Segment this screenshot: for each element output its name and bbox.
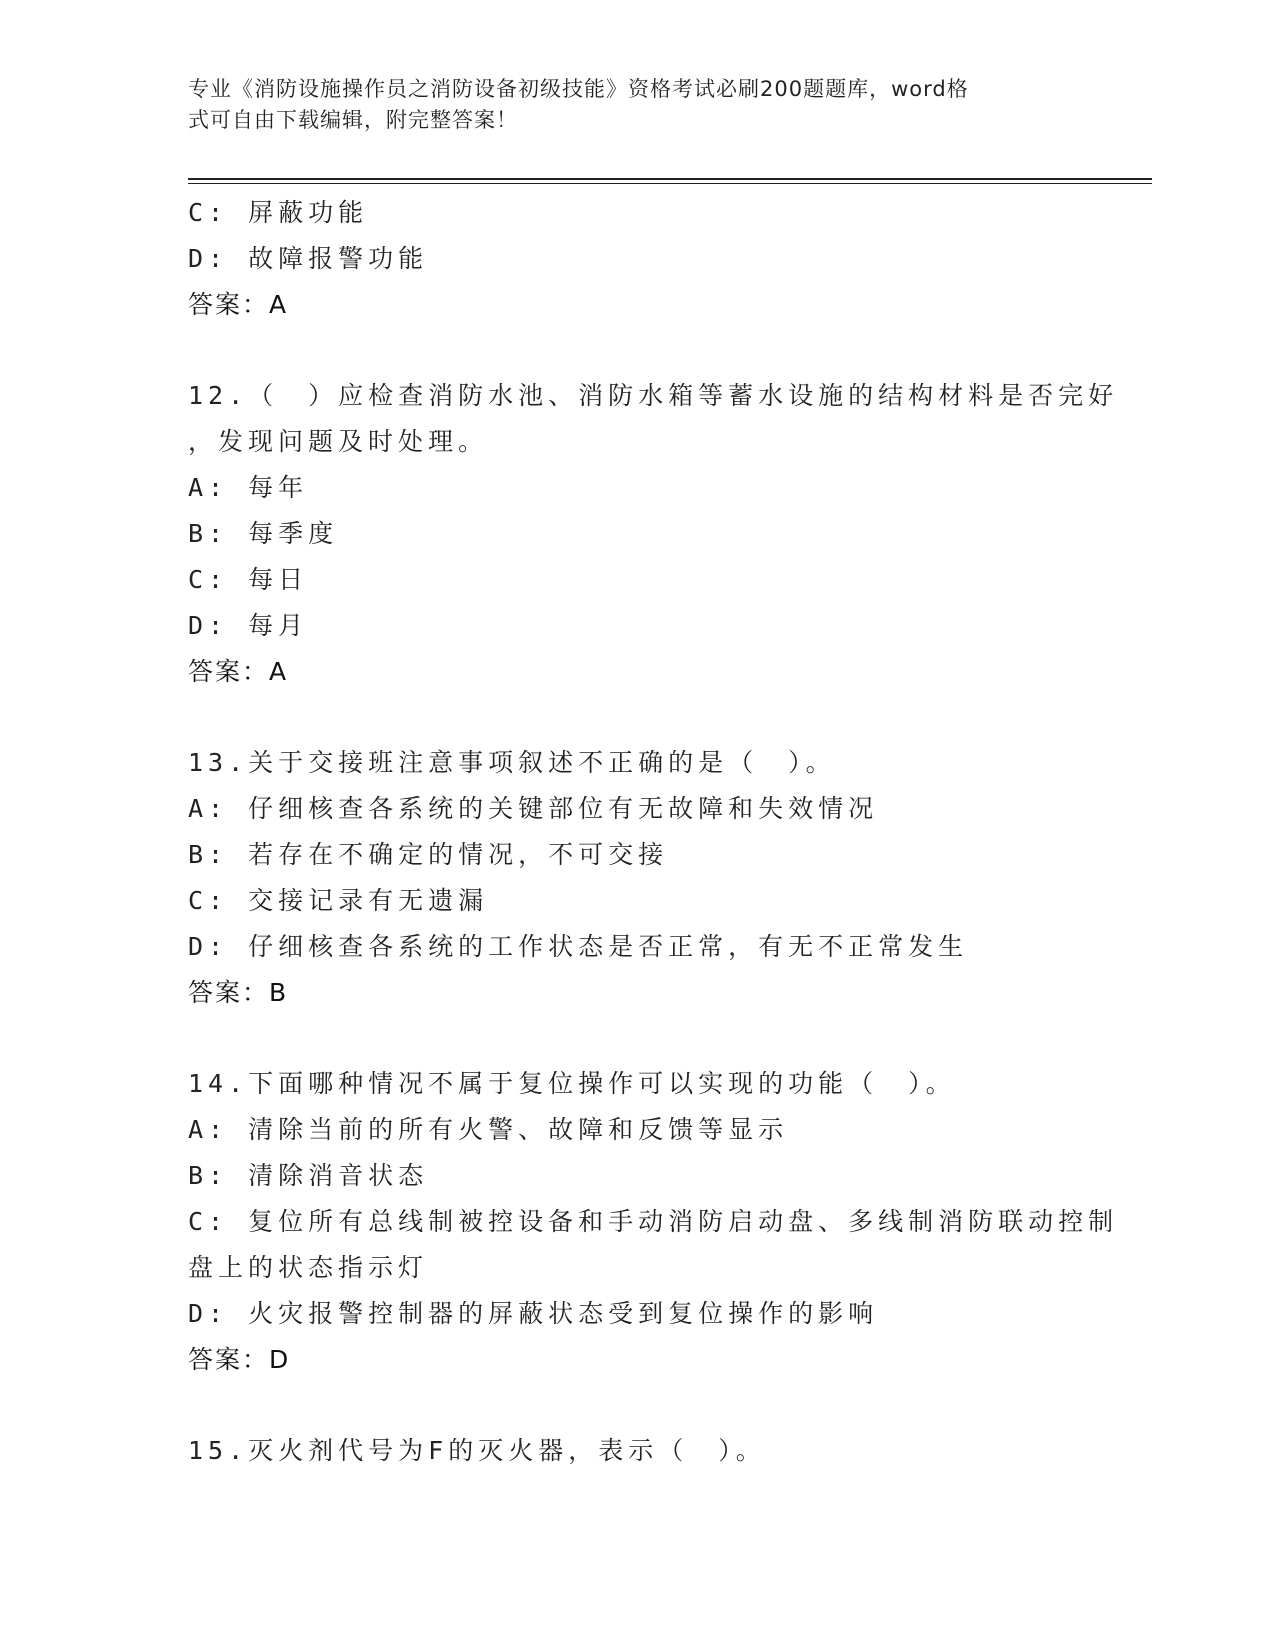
answer: 答案：B xyxy=(188,978,289,1007)
option-b: B: 每季度 xyxy=(188,519,339,548)
option-b: B: 清除消音状态 xyxy=(188,1161,429,1190)
spacer xyxy=(188,1016,1088,1061)
option-a: A: 仔细核查各系统的关键部位有无故障和失效情况 xyxy=(188,794,879,823)
question-stem-continued: ，发现问题及时处理。 xyxy=(188,427,489,456)
question-13 xyxy=(188,740,1088,1016)
question-stem: 12.（ ）应检查消防水池、消防水箱等蓄水设施的结构材料是否完好 xyxy=(188,381,1119,410)
question-15 xyxy=(188,1428,1088,1474)
answer: 答案：D xyxy=(188,1345,291,1374)
document-header xyxy=(188,74,1088,136)
question-12 xyxy=(188,373,1119,695)
option-d: D: 每月 xyxy=(188,611,309,640)
question-stem: 14.下面哪种情况不属于复位操作可以实现的功能（ ）。 xyxy=(188,1069,956,1098)
header-divider-thick xyxy=(188,178,1152,180)
option-c-continued: 盘上的状态指示灯 xyxy=(188,1253,429,1282)
question-stem: 13.关于交接班注意事项叙述不正确的是（ ）。 xyxy=(188,748,836,777)
option-c: C: 每日 xyxy=(188,565,309,594)
option-c: C: 交接记录有无遗漏 xyxy=(188,886,489,915)
option-a: A: 清除当前的所有火警、故障和反馈等显示 xyxy=(188,1115,789,1144)
option-d: D: 故障报警功能 xyxy=(188,244,429,273)
option-c: C: 复位所有总线制被控设备和手动消防启动盘、多线制消防联动控制 xyxy=(188,1207,1119,1236)
spacer xyxy=(188,1383,1088,1428)
header-divider-thin xyxy=(188,183,1152,184)
answer: 答案：A xyxy=(188,657,289,686)
answer: 答案：A xyxy=(188,290,289,319)
option-a: A: 每年 xyxy=(188,473,309,502)
question-11 xyxy=(188,190,1088,328)
option-d: D: 仔细核查各系统的工作状态是否正常，有无不正常发生 xyxy=(188,932,969,961)
question-stem: 15.灭火剂代号为F的灭火器，表示（ ）。 xyxy=(188,1436,766,1465)
question-14 xyxy=(188,1061,1119,1383)
spacer xyxy=(188,695,1088,740)
spacer xyxy=(188,328,1088,373)
question-list xyxy=(188,190,1119,1474)
header-line-2: 式可自由下载编辑，附完整答案！ xyxy=(188,108,518,132)
option-d: D: 火灾报警控制器的屏蔽状态受到复位操作的影响 xyxy=(188,1299,879,1328)
option-c: C: 屏蔽功能 xyxy=(188,198,369,227)
header-line-1: 专业《消防设施操作员之消防设备初级技能》资格考试必刷200题题库，word格 xyxy=(188,77,969,101)
option-b: B: 若存在不确定的情况，不可交接 xyxy=(188,840,669,869)
